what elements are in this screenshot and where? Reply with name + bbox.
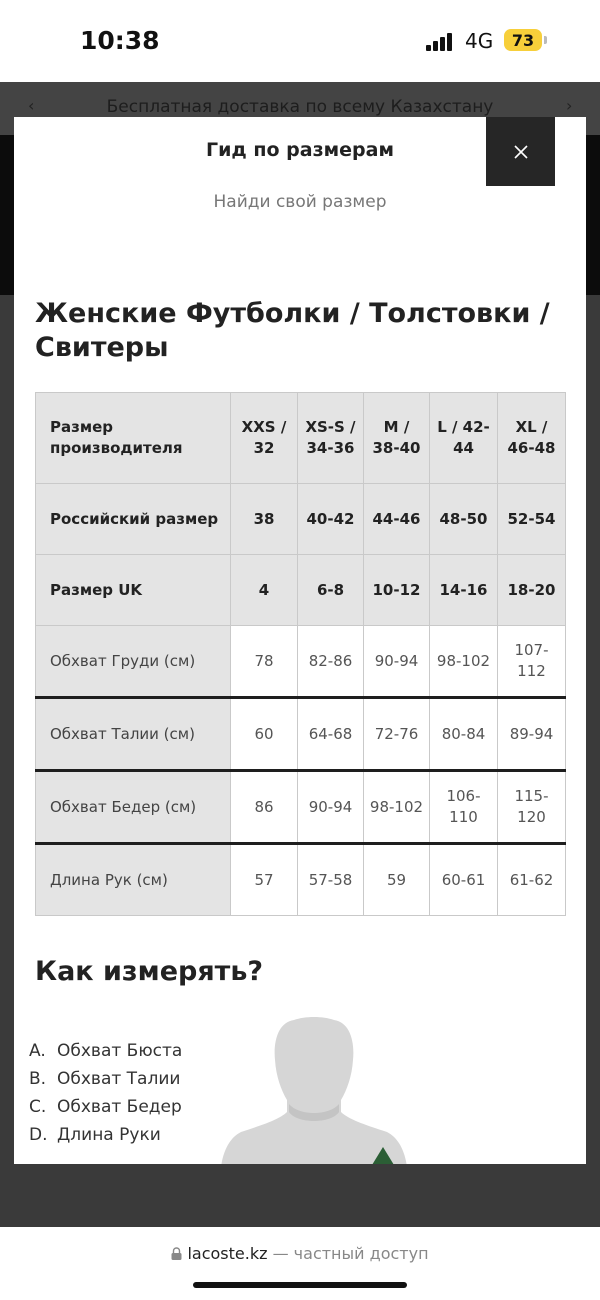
signal-icon [426,31,458,51]
address-bar[interactable] [0,1244,600,1263]
table-cell: 48-50 [430,484,498,555]
table-cell: 98-102 [364,771,430,844]
table-row-label: Обхват Груди (см) [36,626,231,698]
product-thumbnail-icon [372,1147,394,1164]
table-cell: 59 [364,844,430,916]
table-row-label: Размер производителя [36,393,231,484]
table-cell: 10-12 [364,555,430,626]
table-cell: 115-120 [498,771,566,844]
table-row [36,626,566,698]
table-cell: 107-112 [498,626,566,698]
table-row [36,844,566,916]
list-item-text: Обхват Талии [57,1069,181,1089]
battery-tip-icon [544,36,547,44]
table-cell: 57-58 [298,844,364,916]
promo-next-button[interactable]: › [566,96,573,115]
table-cell: L / 42-44 [430,393,498,484]
list-item-text: Длина Руки [57,1125,161,1145]
modal-subtitle: Найди свой размер [213,192,387,212]
table-cell: 57 [231,844,298,916]
table-cell: 80-84 [430,698,498,771]
table-row [36,393,566,484]
table-cell: XXS / 32 [231,393,298,484]
list-item [29,1121,182,1149]
table-cell: 18-20 [498,555,566,626]
url-text: lacoste.kz [187,1244,268,1263]
close-icon [513,144,529,160]
table-cell: 44-46 [364,484,430,555]
table-cell: 86 [231,771,298,844]
table-cell: 89-94 [498,698,566,771]
table-cell: 60 [231,698,298,771]
list-item [29,1065,182,1093]
list-item [29,1037,182,1065]
home-indicator [193,1282,407,1288]
table-cell: 14-16 [430,555,498,626]
network-label: 4G [465,29,494,53]
section-title: Женские Футболки / Толстовки / Свитеры [35,298,550,363]
promo-prev-button[interactable]: ‹ [28,96,35,115]
battery-level: 73 [511,30,535,50]
body-silhouette-icon [219,1012,409,1164]
list-item-text: Обхват Бюста [57,1041,183,1061]
status-time: 10:38 [80,26,160,55]
list-item-mark: C. [29,1097,47,1117]
promo-text: Бесплатная доставка по всему Казахстану [106,97,494,117]
table-row-label: Обхват Бедер (см) [36,771,231,844]
table-row-label: Размер UK [36,555,231,626]
table-cell: 98-102 [430,626,498,698]
table-row [36,484,566,555]
table-cell: 78 [231,626,298,698]
browser-bar [0,1227,600,1300]
table-cell: 72-76 [364,698,430,771]
modal-title: Гид по размерам [205,139,394,161]
table-cell: 90-94 [364,626,430,698]
list-item-mark: B. [29,1069,47,1089]
table-row-label: Обхват Талии (см) [36,698,231,771]
table-row [36,771,566,844]
table-row [36,698,566,771]
table-cell: 60-61 [430,844,498,916]
table-cell: 90-94 [298,771,364,844]
table-cell: 38 [231,484,298,555]
table-row [36,555,566,626]
table-cell: 82-86 [298,626,364,698]
size-guide-modal [14,117,586,1164]
table-cell: M / 38-40 [364,393,430,484]
list-item-text: Обхват Бедер [57,1097,182,1117]
how-to-measure-title: Как измерять? [35,956,264,987]
lock-icon [171,1247,182,1260]
table-cell: XL / 46-48 [498,393,566,484]
list-item [29,1093,182,1121]
table-cell: 6-8 [298,555,364,626]
privacy-label: — частный доступ [272,1244,429,1263]
table-cell: XS-S / 34-36 [298,393,364,484]
battery-icon [504,29,542,51]
list-item-mark: A. [29,1041,46,1061]
table-cell: 40-42 [298,484,364,555]
table-cell: 4 [231,555,298,626]
table-cell: 64-68 [298,698,364,771]
table-row-label: Российский размер [36,484,231,555]
table-cell: 61-62 [498,844,566,916]
size-table [35,392,566,916]
measure-list [29,1037,182,1149]
status-bar [0,0,600,82]
close-button[interactable] [486,117,555,186]
list-item-mark: D. [29,1125,48,1145]
table-cell: 106-110 [430,771,498,844]
table-cell: 52-54 [498,484,566,555]
table-row-label: Длина Рук (см) [36,844,231,916]
